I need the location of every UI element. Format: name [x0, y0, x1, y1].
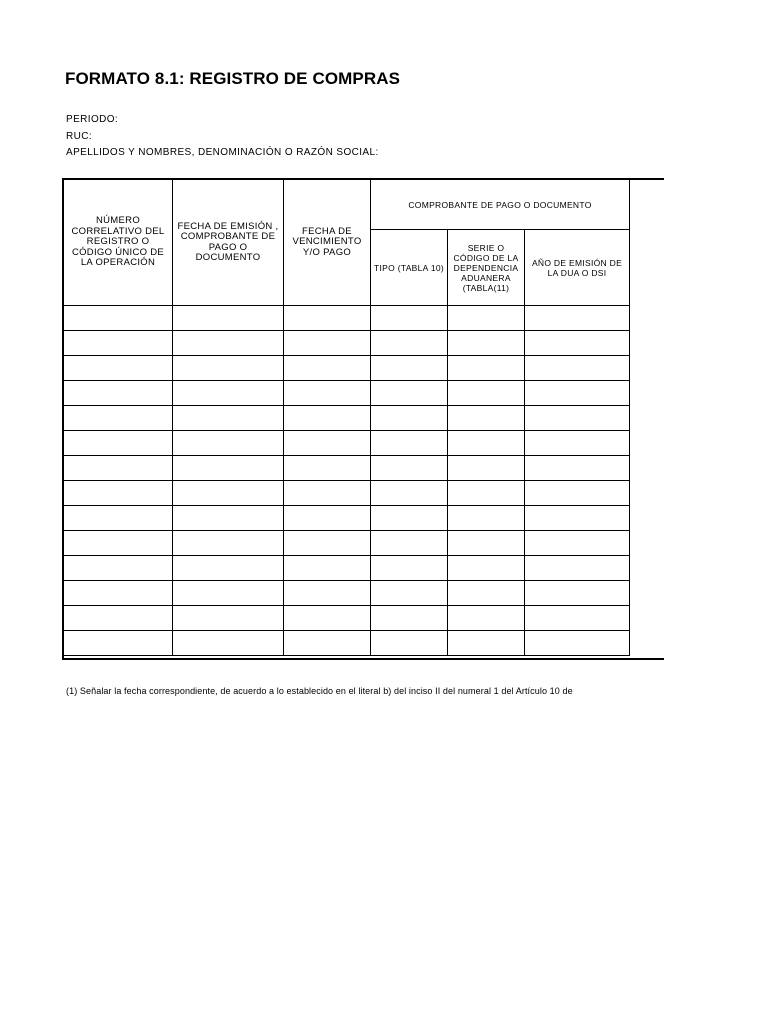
table-cell[interactable]: [371, 606, 448, 631]
table-cell[interactable]: [64, 556, 173, 581]
table-cell[interactable]: [64, 431, 173, 456]
table-cell[interactable]: [173, 606, 284, 631]
table-cell[interactable]: [525, 481, 630, 506]
table-cell[interactable]: [284, 531, 371, 556]
table-cell[interactable]: [64, 581, 173, 606]
table-row: [64, 456, 630, 481]
table-cell[interactable]: [448, 581, 525, 606]
header-anio-emision: AÑO DE EMISIÓN DE LA DUA O DSI: [525, 230, 630, 306]
table-cell[interactable]: [448, 556, 525, 581]
table-top-border: [370, 178, 620, 180]
table-cell[interactable]: [525, 581, 630, 606]
table-cell[interactable]: [64, 481, 173, 506]
header-serie: SERIE O CÓDIGO DE LA DEPENDENCIA ADUANERA (TABLA(11): [448, 230, 525, 306]
table-row: [64, 631, 630, 656]
table-cell[interactable]: [173, 506, 284, 531]
table-cell[interactable]: [371, 456, 448, 481]
table-cell[interactable]: [284, 606, 371, 631]
table-cell[interactable]: [525, 631, 630, 656]
table-cell[interactable]: [284, 456, 371, 481]
table-cell[interactable]: [64, 531, 173, 556]
table-cell[interactable]: [173, 581, 284, 606]
table-cell[interactable]: [173, 631, 284, 656]
table-cell[interactable]: [284, 581, 371, 606]
table-cell[interactable]: [525, 556, 630, 581]
table-cell[interactable]: [448, 306, 525, 331]
table-row: [64, 306, 630, 331]
table-cell[interactable]: [371, 581, 448, 606]
table-cell[interactable]: [448, 331, 525, 356]
table-cell[interactable]: [448, 506, 525, 531]
table-cell[interactable]: [284, 331, 371, 356]
table-cell[interactable]: [173, 531, 284, 556]
table-row: [64, 481, 630, 506]
table-cell[interactable]: [64, 306, 173, 331]
header-fecha-vencimiento: FECHA DE VENCIMIENTO Y/O PAGO: [284, 180, 371, 306]
table-cell[interactable]: [525, 531, 630, 556]
table-cell[interactable]: [64, 631, 173, 656]
table-cell[interactable]: [371, 481, 448, 506]
table-row: [64, 606, 630, 631]
table-cell[interactable]: [173, 331, 284, 356]
periodo-label: PERIODO:: [66, 114, 119, 125]
table-cell[interactable]: [525, 381, 630, 406]
table-cell[interactable]: [64, 506, 173, 531]
table-cell[interactable]: [525, 306, 630, 331]
header-row-top: [64, 180, 630, 230]
table-cell[interactable]: [284, 506, 371, 531]
table-cell[interactable]: [173, 381, 284, 406]
table-row: [64, 531, 630, 556]
footnote: (1) Señalar la fecha correspondiente, de acuerdo a lo establecido en el literal b) del inciso II del numeral 1 del Artículo 10 de: [66, 686, 573, 696]
table-cell[interactable]: [173, 481, 284, 506]
table-cell[interactable]: [448, 381, 525, 406]
table-row: [64, 331, 630, 356]
table-cell[interactable]: [284, 306, 371, 331]
table-row: [64, 356, 630, 381]
table-cell[interactable]: [448, 356, 525, 381]
document-title: FORMATO 8.1: REGISTRO DE COMPRAS: [65, 69, 401, 88]
table-cell[interactable]: [448, 481, 525, 506]
table-cell[interactable]: [371, 631, 448, 656]
table-cell[interactable]: [284, 481, 371, 506]
table-cell[interactable]: [64, 381, 173, 406]
table-cell[interactable]: [448, 406, 525, 431]
table-cell[interactable]: [448, 631, 525, 656]
table-row: [64, 431, 630, 456]
table-cell[interactable]: [284, 631, 371, 656]
table-cell[interactable]: [284, 381, 371, 406]
table-cell[interactable]: [284, 406, 371, 431]
table-cell[interactable]: [525, 356, 630, 381]
table-cell[interactable]: [173, 431, 284, 456]
table-row: [64, 406, 630, 431]
table-cell[interactable]: [448, 606, 525, 631]
table-cell[interactable]: [284, 431, 371, 456]
table-cell[interactable]: [173, 556, 284, 581]
table-cell[interactable]: [448, 531, 525, 556]
table-cell[interactable]: [525, 456, 630, 481]
table-row: [64, 581, 630, 606]
header-fecha-emision: FECHA DE EMISIÓN , COMPROBANTE DE PAGO O DOCUMENTO: [173, 180, 284, 306]
table-cell[interactable]: [371, 331, 448, 356]
table-cell[interactable]: [525, 406, 630, 431]
table-row: [64, 506, 630, 531]
table-cell[interactable]: [284, 356, 371, 381]
razon-social-label: APELLIDOS Y NOMBRES, DENOMINACIÓN O RAZÓN SOCIAL:: [66, 147, 379, 158]
table-cell[interactable]: [173, 456, 284, 481]
header-comprobante-group: COMPROBANTE DE PAGO O DOCUMENTO: [371, 180, 630, 230]
table-cell[interactable]: [64, 456, 173, 481]
header-numero-correlativo: NÚMERO CORRELATIVO DEL REGISTRO O CÓDIGO ÚNICO DE LA OPERACIÓN: [64, 180, 173, 306]
table-cell[interactable]: [371, 531, 448, 556]
table-cell[interactable]: [64, 606, 173, 631]
table-cell[interactable]: [371, 356, 448, 381]
table-cell[interactable]: [525, 431, 630, 456]
table-cell[interactable]: [64, 406, 173, 431]
ruc-label: RUC:: [66, 131, 93, 142]
table-cell[interactable]: [64, 356, 173, 381]
table-cell[interactable]: [525, 331, 630, 356]
table-cell[interactable]: [371, 556, 448, 581]
table-cell[interactable]: [371, 506, 448, 531]
table-cell[interactable]: [448, 431, 525, 456]
table-row: [64, 556, 630, 581]
table-cell[interactable]: [173, 406, 284, 431]
table-cell[interactable]: [448, 456, 525, 481]
table-cell[interactable]: [173, 356, 284, 381]
table-cell[interactable]: [525, 606, 630, 631]
table-cell[interactable]: [371, 306, 448, 331]
table-cell[interactable]: [173, 306, 284, 331]
table-cell[interactable]: [371, 406, 448, 431]
header-tipo: TIPO (TABLA 10): [371, 230, 448, 306]
table-cell[interactable]: [525, 506, 630, 531]
purchases-register-table: [63, 179, 630, 656]
table-cell[interactable]: [371, 381, 448, 406]
table-cell[interactable]: [371, 431, 448, 456]
table-row: [64, 381, 630, 406]
table-cell[interactable]: [64, 331, 173, 356]
table-cell[interactable]: [284, 556, 371, 581]
